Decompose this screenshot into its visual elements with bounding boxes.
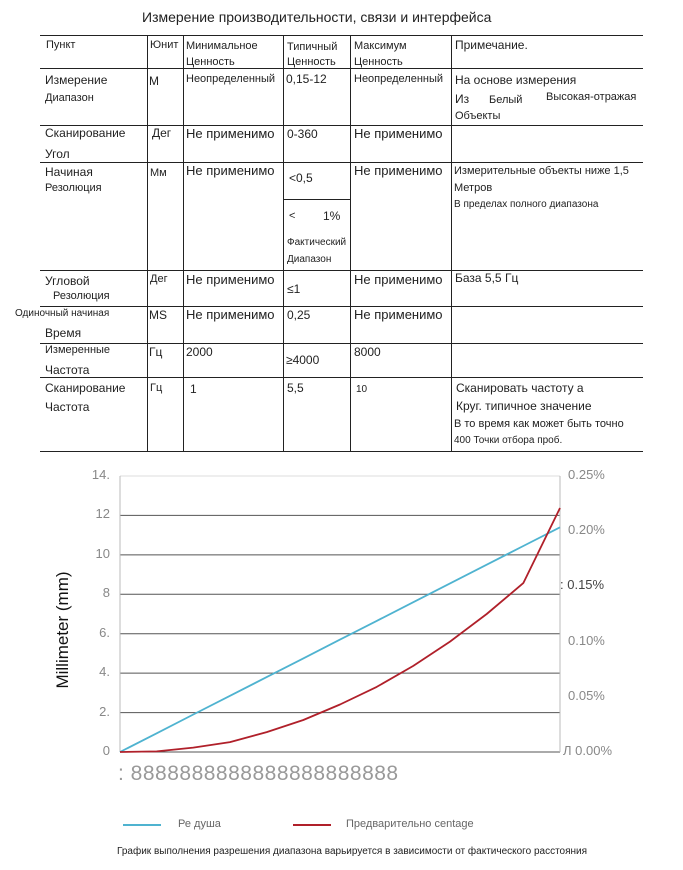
row3-max: Не применимо xyxy=(354,163,443,178)
header-max-1: Максимум xyxy=(354,40,407,52)
table-col-divider xyxy=(283,35,284,451)
table-col-divider xyxy=(350,35,351,451)
header-typ-2: Ценность xyxy=(287,56,336,68)
series-line-0 xyxy=(120,527,560,752)
table-rule-top xyxy=(40,35,643,36)
row7-item-2: Частота xyxy=(45,400,90,414)
row6-max: 8000 xyxy=(354,345,381,359)
table-rule xyxy=(40,377,643,378)
row3-unit: Мм xyxy=(150,167,167,179)
row1-min: Неопределенный xyxy=(186,73,276,85)
row2-unit: Дег xyxy=(152,126,172,140)
chart-series xyxy=(120,508,560,752)
row3-typ-1: <0,5 xyxy=(289,171,313,185)
header-typ-1: Типичный xyxy=(287,41,338,53)
row2-item-2: Угол xyxy=(45,147,70,161)
row3-note-3: В пределах полного диапазона xyxy=(454,199,599,210)
y-tick-label: 12 xyxy=(95,506,110,522)
row3-typ-4: Фактический xyxy=(287,237,347,248)
row6-typ: ≥4000 xyxy=(286,353,320,367)
row4-typ: ≤1 xyxy=(287,282,301,296)
row1-note-4: Высокая-отражая xyxy=(546,91,637,103)
row7-note-2: Круг. типичное значение xyxy=(456,399,592,413)
y2-tick-label: Л 0.00% xyxy=(563,743,613,758)
row1-note-3: Белый xyxy=(489,94,523,106)
row4-item-2: Резолюция xyxy=(53,290,110,302)
table-rule xyxy=(283,199,351,200)
row7-max: 10 xyxy=(356,384,368,395)
row2-min: Не применимо xyxy=(186,126,275,141)
row5-max: Не применимо xyxy=(354,307,443,322)
row6-item-1: Измеренные xyxy=(45,344,111,356)
table-col-divider xyxy=(451,35,452,451)
y-tick-label: 6. xyxy=(99,624,110,640)
row3-typ-2: < xyxy=(289,210,296,222)
row4-unit: Дег xyxy=(150,273,168,285)
row5-min: Не применимо xyxy=(186,307,275,322)
row3-note-1: Измерительные объекты ниже 1,5 xyxy=(454,165,629,177)
header-note: Примечание. xyxy=(455,38,528,52)
row5-typ: 0,25 xyxy=(287,308,311,322)
row3-min: Не применимо xyxy=(186,163,275,178)
row5-item-2: Время xyxy=(45,326,82,340)
row3-typ-5: Диапазон xyxy=(287,254,332,265)
row3-typ-3: 1% xyxy=(323,209,341,223)
row2-typ: 0-360 xyxy=(287,127,318,141)
row1-note-1: На основе измерения xyxy=(455,73,577,87)
table-rule xyxy=(40,68,643,69)
row7-unit: Гц xyxy=(150,382,163,394)
row1-max: Неопределенный xyxy=(354,73,444,85)
row1-unit: М xyxy=(149,74,159,88)
row5-item-1: Одиночный начиная xyxy=(15,308,110,319)
series-line-1 xyxy=(120,508,560,752)
y2-tick-label: 0.10% xyxy=(568,632,605,648)
row4-note-1: База 5,5 Гц xyxy=(455,271,519,285)
header-item: Пункт xyxy=(46,39,76,51)
y-tick-label: 0 xyxy=(102,743,110,758)
y-axis-label: Millimeter (mm) xyxy=(53,571,72,689)
row6-unit: Гц xyxy=(149,345,163,359)
row3-item-2: Резолюция xyxy=(45,182,102,194)
table-col-divider xyxy=(147,35,148,451)
header-max-2: Ценность xyxy=(354,56,403,68)
table-rule xyxy=(40,162,643,163)
row3-note-2: Метров xyxy=(454,182,493,194)
table-rule xyxy=(40,270,643,271)
y-tick-label: 2. xyxy=(99,703,110,719)
header-min-2: Ценность xyxy=(186,56,235,68)
y-tick-label: 10 xyxy=(95,545,110,561)
table-rule xyxy=(40,343,643,344)
legend-swatch-red xyxy=(293,824,331,826)
row1-typ: 0,15-12 xyxy=(286,72,327,86)
row4-item-1: Угловой xyxy=(45,274,90,288)
legend-label-blue: Ре душа xyxy=(178,818,221,830)
row7-typ: 5,5 xyxy=(287,381,304,395)
y2-tick-label: 0.25% xyxy=(568,467,605,482)
header-min-1: Минимальное xyxy=(186,40,258,52)
table-col-divider xyxy=(183,35,184,451)
row4-max: Не применимо xyxy=(354,272,443,287)
table-title: Измерение производительности, связи и интерфейса xyxy=(142,9,492,25)
y2-tick-label: : 0.15% xyxy=(560,577,605,593)
legend-label-red: Предварительно centage xyxy=(346,818,474,830)
row1-item-2: Диапазон xyxy=(45,92,94,104)
row1-note-5: Объекты xyxy=(455,110,501,122)
table-rule xyxy=(40,306,643,307)
row7-note-1: Сканировать частоту а xyxy=(456,381,584,395)
row1-item-1: Измерение xyxy=(45,73,108,87)
row2-max: Не применимо xyxy=(354,126,443,141)
chart-caption: График выполнения разрешения диапазона варьируется в зависимости от фактического расстояния xyxy=(117,846,588,857)
header-unit: Юнит xyxy=(150,39,179,51)
chart-grid xyxy=(120,476,560,752)
row7-item-1: Сканирование xyxy=(45,381,126,395)
y2-tick-label: 0.20% xyxy=(568,522,605,538)
row6-item-2: Частота xyxy=(45,363,90,377)
row4-min: Не применимо xyxy=(186,272,275,287)
table-rule xyxy=(40,125,643,126)
row2-item-1: Сканирование xyxy=(45,126,126,140)
y-tick-label: 4. xyxy=(99,664,110,680)
y-tick-label: 14. xyxy=(91,467,110,482)
y-tick-label: 8 xyxy=(102,585,110,601)
row5-unit: MS xyxy=(149,308,167,322)
row3-item-1: Начиная xyxy=(45,165,93,179)
row7-min: 1 xyxy=(190,382,197,396)
x-axis-ticks-text: : 8888888888888888888888 xyxy=(118,762,399,785)
y2-tick-label: 0.05% xyxy=(568,687,605,703)
legend-swatch-blue xyxy=(123,824,161,826)
row1-note-2: Из xyxy=(455,92,470,106)
row7-note-3: В то время как может быть точно xyxy=(454,418,624,430)
row7-note-4: 400 Точки отбора проб. xyxy=(454,435,563,446)
row6-min: 2000 xyxy=(186,345,213,359)
